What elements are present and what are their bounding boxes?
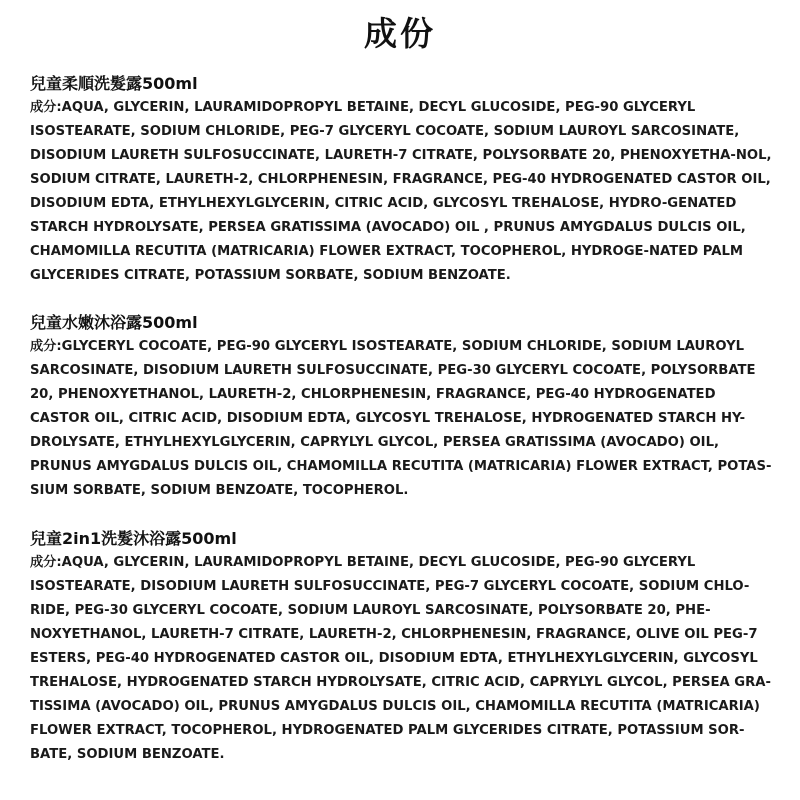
product-name: 兒童柔順洗髮露500ml [30,74,198,93]
ingredient-label: 成分: [30,555,62,570]
ingredient-label: 成分: [30,100,62,115]
product-section-2in1-wash [30,527,775,767]
product-name: 兒童水嫩沐浴露500ml [30,313,198,332]
product-section-body-wash [30,311,775,503]
ingredient-list [30,96,775,288]
page-title: 成份 [364,14,436,53]
ingredient-list [30,335,775,503]
ingredient-label: 成分: [30,339,62,354]
product-section-gentle-shampoo [30,72,775,288]
ingredient-text: AQUA, GLYCERIN, LAURAMIDOPROPYL BETAINE, DECYL GLUCOSIDE, PEG-90 GLYCERYL ISOSTEARATE, DISODIUM LAURETH SULFOSUCCINATE, PEG-7 GLYCERYL COCOATE, SODIUM CHLO-RIDE, PEG-30 GLYCERYL COCOATE, SODIUM LAUROYL SARCOSINATE, POLYSORBATE 20, PHE-NOXYETHANOL, LAURETH-7 CITRATE, LAURETH-2, CHLORPHENESIN, FRAGRANCE, OLIVE OIL PEG-7 ESTERS, PEG-40 HYDROGENATED CASTOR OIL, DISODIUM EDTA, ETHYLHEXYLGLYCERIN, GLYCOSYL TREHALOSE, HYDROGENATED STARCH HYDROLYSATE, CITRIC ACID, CAPRYLYL GLYCOL, PERSEA GRA-TISSIMA (AVOCADO) OIL, PRUNUS AMYGDALUS DULCIS OIL, CHAMOMILLA RECUTITA (MATRICARIA) FLOWER EXTRACT, TOCOPHEROL, HYDROGENATED PALM GLYCERIDES CITRATE, POTASSIUM SOR-BATE, SODIUM BENZOATE. [30,555,771,762]
ingredient-list [30,551,775,767]
ingredient-text: GLYCERYL COCOATE, PEG-90 GLYCERYL ISOSTEARATE, SODIUM CHLORIDE, SODIUM LAUROYL SARCOSINATE, DISODIUM LAURETH SULFOSUCCINATE, PEG-30 GLYCERYL COCOATE, POLYSORBATE 20, PHENOXYETHANOL, LAURETH-2, CHLORPHENESIN, FRAGRANCE, PEG-40 HYDROGENATED CASTOR OIL, CITRIC ACID, DISODIUM EDTA, GLYCOSYL TREHALOSE, HYDROGENATED STARCH HY-DROLYSATE, ETHYLHEXYLGLYCERIN, CAPRYLYL GLYCOL, PERSEA GRATISSIMA (AVOCADO) OIL, PRUNUS AMYGDALUS DULCIS OIL, CHAMOMILLA RECUTITA (MATRICARIA) FLOWER EXTRACT, POTAS-SIUM SORBATE, SODIUM BENZOATE, TOCOPHEROL. [30,339,772,498]
product-name: 兒童2in1洗髮沐浴露500ml [30,529,237,548]
ingredient-text: AQUA, GLYCERIN, LAURAMIDOPROPYL BETAINE, DECYL GLUCOSIDE, PEG-90 GLYCERYL ISOSTEARATE, SODIUM CHLORIDE, PEG-7 GLYCERYL COCOATE, SODIUM LAUROYL SARCOSINATE, DISODIUM LAURETH SULFOSUCCINATE, LAURETH-7 CITRATE, POLYSORBATE 20, PHENOXYETHA-NOL, SODIUM CITRATE, LAURETH-2, CHLORPHENESIN, FRAGRANCE, PEG-40 HYDROGENATED CASTOR OIL, DISODIUM EDTA, ETHYLHEXYLGLYCERIN, CITRIC ACID, GLYCOSYL TREHALOSE, HYDRO-GENATED STARCH HYDROLYSATE, PERSEA GRATISSIMA (AVOCADO) OIL , PRUNUS AMYGDALUS DULCIS OIL, CHAMOMILLA RECUTITA (MATRICARIA) FLOWER EXTRACT, TOCOPHEROL, HYDROGE-NATED PALM GLYCERIDES CITRATE, POTASSIUM SORBATE, SODIUM BENZOATE. [30,100,772,283]
